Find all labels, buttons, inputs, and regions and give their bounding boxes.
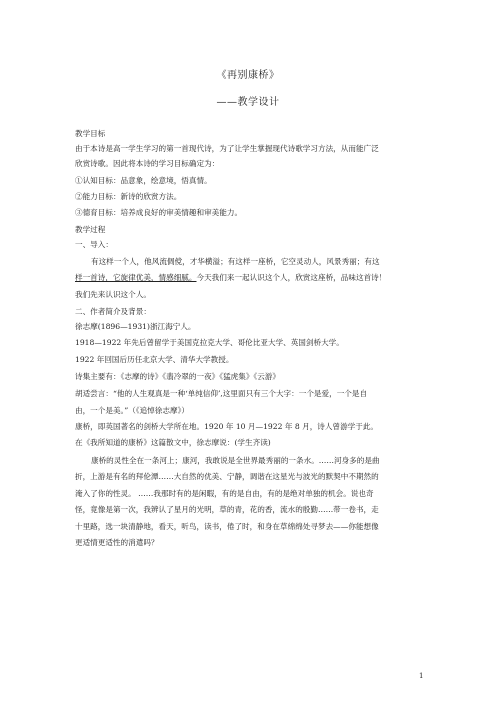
section-heading-objectives: 教学目标 (75, 129, 106, 138)
objective-item: ①认知目标：品意象，绘意境，悟真情。 (75, 176, 212, 185)
document-title: 《再别康桥》 (216, 70, 280, 81)
paragraph-line: 更适情更适性的消遣吗？ (75, 538, 159, 547)
page-number: 1 (419, 672, 424, 680)
paragraph-line: 怪，竟像是第一次，我辨认了星月的光明，草的青，花的香，流水的殷勤……带一卷书，走 (75, 505, 379, 514)
document-subtitle: ——教学设计 (216, 97, 280, 108)
paragraph-line: 淹入了你的性灵。 ……我那时有的是闲暇，有的是自由，有的是绝对单独的机会。说也奇 (75, 489, 374, 498)
paragraph-line: 由，一个是美。”（《追悼徐志摩》） (75, 406, 189, 415)
paragraph-text: 今天我们来一起认识这个人，欣赏这座桥，品味这首诗！ (196, 273, 387, 282)
paragraph-line: 欣赏诗歌。因此将本诗的学习目标确定为： (75, 159, 220, 168)
paragraph-line: 折，上游是有名的拜伦潭……大自然的优美、宁静，调谐在这星光与波光的默契中不期然的 (75, 472, 379, 481)
objective-item: ③德育目标：培养成良好的审美情趣和审美能力。 (75, 208, 243, 217)
paragraph-line: 1922 年回国后历任北京大学、清华大学教授。 (75, 355, 234, 364)
paragraph-line: 在《我所知道的康桥》这篇散文中，徐志摩说：(学生齐读) (75, 438, 271, 447)
section-heading-author: 二、作者简介及背景： (75, 307, 151, 316)
objective-item: ②能力目标：新诗的欣赏方法。 (75, 192, 182, 201)
section-heading-process: 教学过程 (75, 225, 106, 234)
paragraph-line: 1918—1922 年先后曾留学于美国克拉克大学、哥伦比亚大学、英国剑桥大学。 (75, 338, 344, 347)
paragraph-line: 胡适尝言：“他的人生观真是一种‘单纯信仰’,这里面只有三个大字：一个是爱，一个是自 (75, 389, 368, 398)
section-heading-intro: 一、导入： (75, 240, 113, 249)
paragraph-line: 康桥的灵性全在一条河上；康河，我敢说是全世界最秀丽的一条水。……河身多的是曲 (91, 456, 380, 465)
paragraph-line: 康桥，即英国著名的剑桥大学所在地。1920 年 10 月—1922 年 8 月，诗人曾游学于此。 (75, 422, 379, 431)
paragraph-line: 徐志摩(1896—1931)浙江海宁人。 (75, 322, 196, 331)
paragraph-line: 由于本诗是高一学生学习的第一首现代诗，为了让学生掌握现代诗歌学习方法，从而能广泛 (75, 144, 379, 153)
underlined-text: 样一首诗，它旋律优美，情感细腻。 (75, 273, 197, 282)
paragraph-line: 有这样一个人，他风流倜傥，才华横溢；有这样一座桥，它空灵动人，风景秀丽；有这 (91, 257, 380, 266)
paragraph-line: 十里路，选一块清静地，看天，听鸟，读书，倦了时，和身在草绵绵处寻梦去——你能想像 (75, 522, 379, 531)
paragraph-line: 我们先来认识这个人。 (75, 290, 151, 299)
paragraph-line (75, 272, 427, 283)
paragraph-line: 诗集主要有：《志摩的诗》《翡冷翠的一夜》《猛虎集》《云游》 (75, 372, 281, 381)
